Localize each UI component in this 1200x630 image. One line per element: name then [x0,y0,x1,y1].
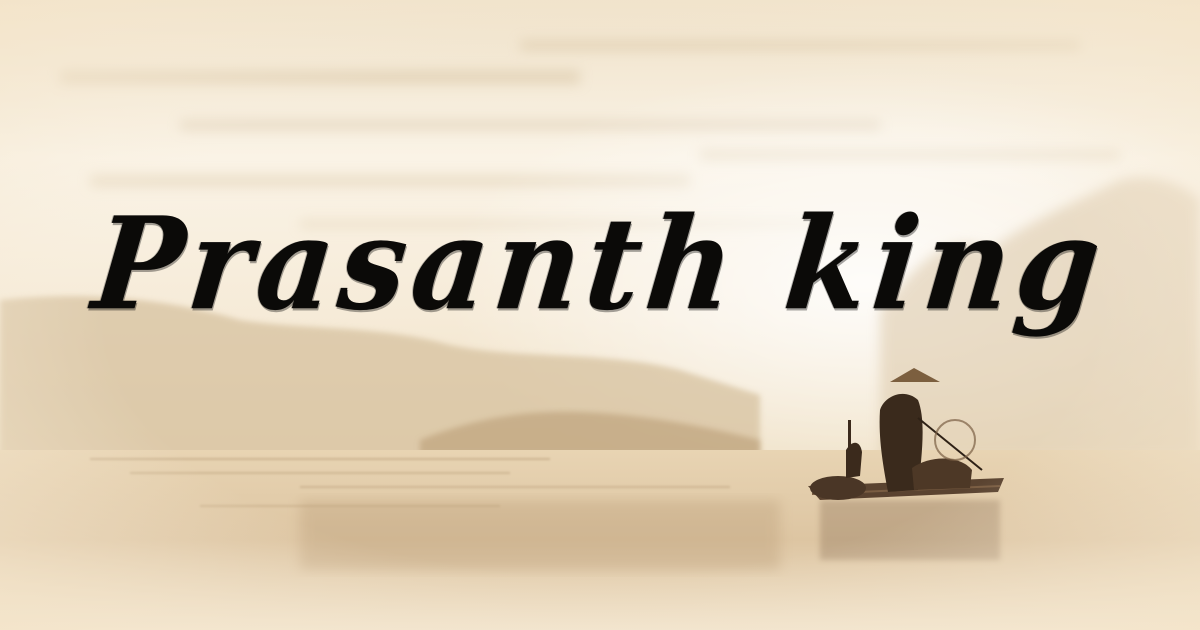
page-title: Prasanth king [87,188,1114,339]
